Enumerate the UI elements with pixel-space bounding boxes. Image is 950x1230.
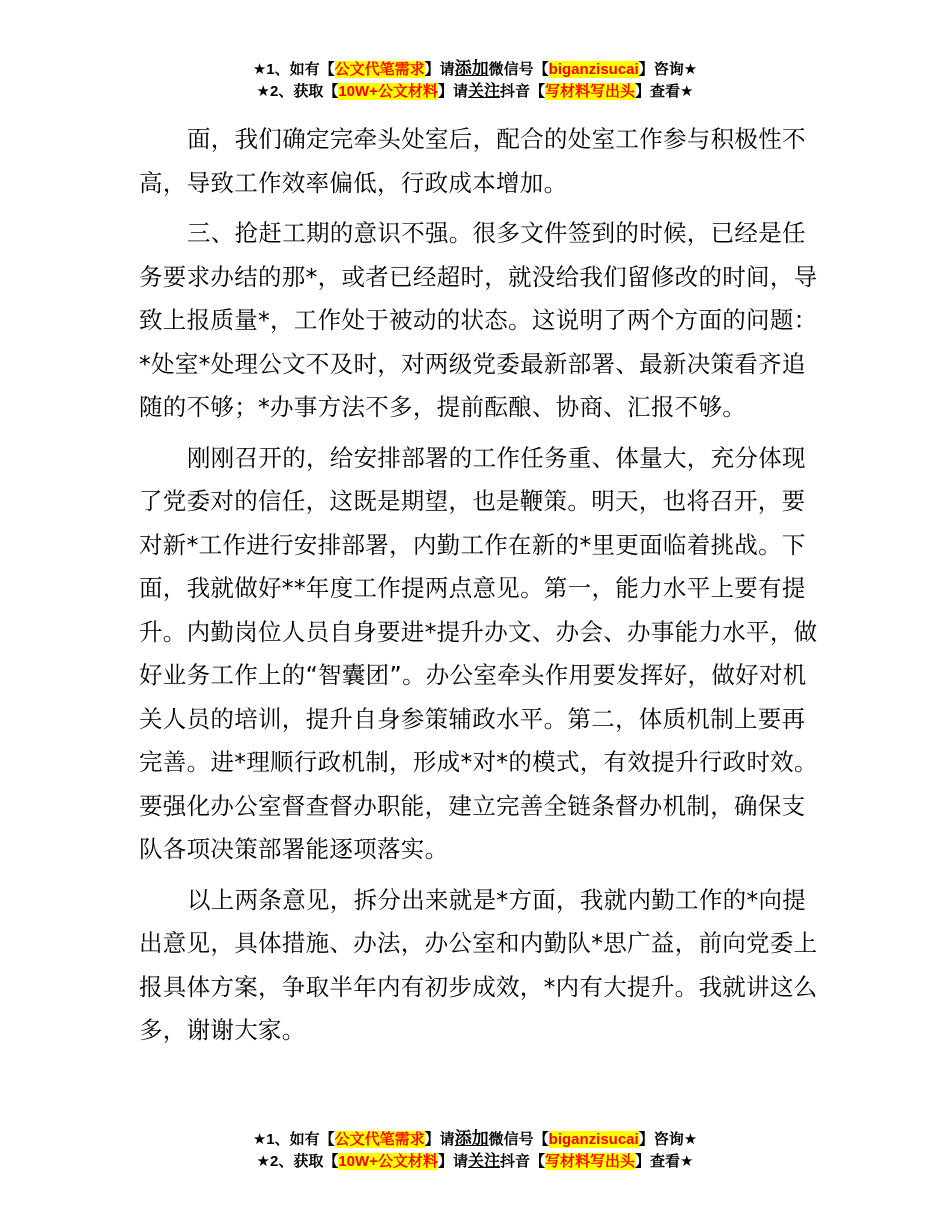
banner-line-2-suffix: 】查看★ [635, 83, 694, 100]
banner-line-1-suffix: 】咨询★ [638, 61, 698, 78]
footer-line-1 [0, 1128, 950, 1151]
paragraph-section-three: 三、抢赶工期的意识不强。很多文件签到的时候，已经是任务要求办结的那*，或者已经超时，就没给我们留修改的时间，导致上报质量*，工作处于被动的状态。这说明了两个方面的问题：*处室*处理公文不及时，对两级党委最新部署、最新决策看齐追随的不够；*办事方法不多，提前酝酿、协商、汇报不够。 [139, 219, 818, 421]
footer-line-2 [0, 1151, 950, 1173]
footer-line-2-mid: 】请 [437, 1153, 468, 1170]
footer-line-1-suffix: 】咨询★ [638, 1131, 698, 1148]
footer-line-2-suffix: 】查看★ [635, 1153, 694, 1170]
footer-line-1-highlight: 公文代笔需求 [334, 1131, 425, 1148]
paragraph-continuation: 面，我们确定完牵头处室后，配合的处室工作参与积极性不高，导致工作效率偏低，行政成本增加。 [139, 125, 806, 197]
banner-line-1 [0, 58, 950, 81]
banner-line-1-wechat-id: biganzisucai [548, 61, 639, 78]
paragraph-closing: 以上两条意见，拆分出来就是*方面，我就内勤工作的*向提出意见，具体措施、办法，办公室和内勤队*思广益，前向党委上报具体方案，争取半年内有初步成效，*内有大提升。我就讲这么多，谢谢大家。 [139, 885, 818, 1044]
footer-line-2-mid2: 抖音【 [499, 1153, 545, 1170]
footer-line-2-underlined: 关注 [467, 1153, 500, 1170]
banner-line-1-mid: 】请 [424, 61, 455, 78]
footer-line-2-douyin-id: 写材料写出头 [544, 1153, 635, 1170]
banner-line-2 [0, 81, 950, 103]
header-banner [0, 58, 950, 103]
footer-line-1-mid: 】请 [424, 1131, 455, 1148]
banner-line-1-highlight: 公文代笔需求 [334, 61, 425, 78]
banner-line-2-mid2: 抖音【 [499, 83, 545, 100]
banner-line-2-mid: 】请 [437, 83, 468, 100]
banner-line-1-mid2: 微信号【 [488, 61, 549, 78]
footer-line-2-highlight: 10W+公文材料 [338, 1153, 438, 1170]
banner-line-2-highlight: 10W+公文材料 [338, 83, 438, 100]
banner-line-1-underlined: 添加 [454, 59, 489, 78]
banner-line-1-prefix: ★1、如有【 [252, 61, 335, 78]
paragraph-opinions: 刚刚召开的，给安排部署的工作任务重、体量大，充分体现了党委对的信任，这既是期望，也是鞭策。明天，也将召开，要对新*工作进行安排部署，内勤工作在新的*里更面临着挑战。下面，我就做好**年度工作提两点意见。第一，能力水平上要有提升。内勤岗位人员自身要进*提升办文、办会、办事能力水平，做好业务工作上的“智囊团”。办公室牵头作用要发挥好，做好对机关人员的培训，提升自身参策辅政水平。第二，体质机制上要再完善。进*理顺行政机制，形成*对*的模式，有效提升行政时效。要强化办公室督查督办职能，建立完善全链条督办机制，确保支队各项决策部署能逐项落实。 [139, 443, 818, 863]
footer-line-1-prefix: ★1、如有【 [252, 1131, 335, 1148]
banner-line-2-prefix: ★2、获取【 [256, 83, 339, 100]
footer-line-1-mid2: 微信号【 [488, 1131, 549, 1148]
banner-line-2-underlined: 关注 [467, 83, 500, 100]
footer-line-1-wechat-id: biganzisucai [548, 1131, 639, 1148]
footer-line-2-prefix: ★2、获取【 [256, 1153, 339, 1170]
document-body [139, 118, 819, 1053]
banner-line-2-douyin-id: 写材料写出头 [544, 83, 635, 100]
footer-line-1-underlined: 添加 [454, 1129, 489, 1148]
footer-banner [0, 1128, 950, 1173]
